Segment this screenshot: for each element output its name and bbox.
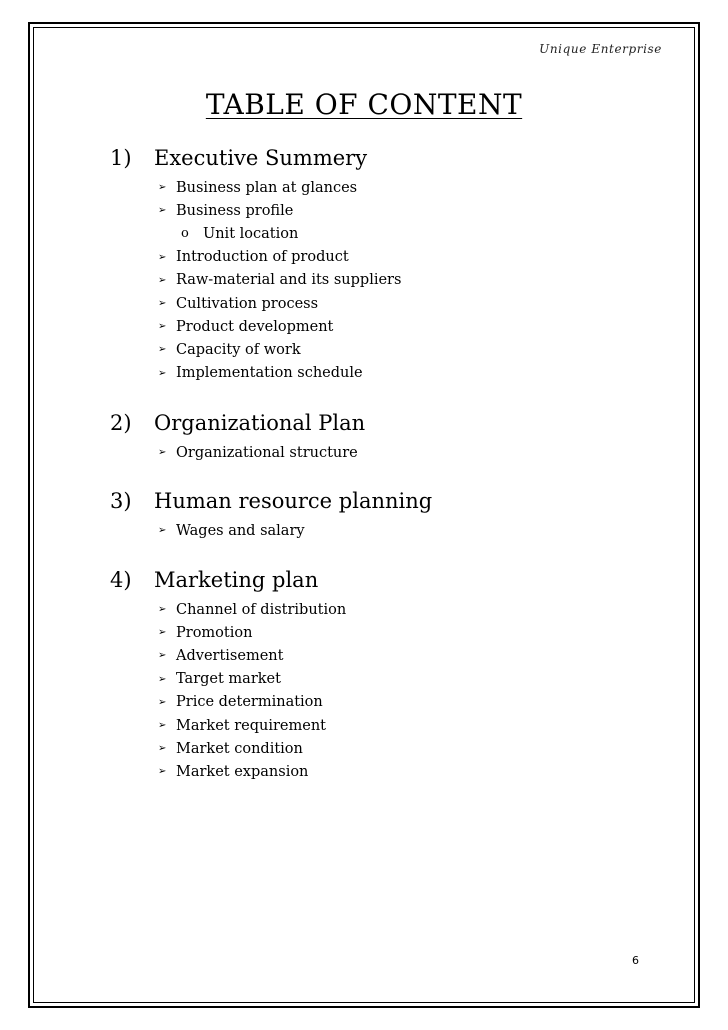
list-item-label: Market condition <box>176 740 303 757</box>
arrow-bullet-icon: ➢ <box>158 650 167 662</box>
section-number: 1) <box>110 146 132 170</box>
list-item-label: Product development <box>176 318 334 335</box>
arrow-bullet-icon: ➢ <box>158 205 167 217</box>
section-marketing-plan <box>110 568 346 784</box>
arrow-bullet-icon: ➢ <box>158 274 167 286</box>
list-item <box>158 737 346 760</box>
section-heading <box>110 568 346 598</box>
list-item <box>158 441 365 464</box>
arrow-bullet-icon: ➢ <box>158 720 167 732</box>
circle-bullet-icon: o <box>181 226 189 242</box>
list-item <box>158 621 346 644</box>
list-item-label: Organizational structure <box>176 444 358 461</box>
list-item <box>158 315 401 338</box>
list-item <box>158 760 346 783</box>
list-item-label: Business plan at glances <box>176 179 358 196</box>
list-item-label: Market requirement <box>176 717 327 734</box>
section-items-list <box>158 176 401 385</box>
arrow-bullet-icon: ➢ <box>158 525 167 537</box>
list-item-label: Price determination <box>176 694 323 711</box>
page-title <box>0 88 728 121</box>
section-number: 4) <box>110 568 132 592</box>
arrow-bullet-icon: ➢ <box>158 344 167 356</box>
list-item <box>158 246 401 269</box>
list-item-label: Implementation schedule <box>176 365 363 382</box>
section-heading <box>110 411 365 441</box>
list-item <box>158 292 401 315</box>
section-number: 2) <box>110 411 132 435</box>
arrow-bullet-icon: ➢ <box>158 673 167 685</box>
arrow-bullet-icon: ➢ <box>158 743 167 755</box>
arrow-bullet-icon: ➢ <box>158 604 167 616</box>
list-item-label: Promotion <box>176 624 253 641</box>
page-number: 6 <box>632 954 639 967</box>
section-items-list <box>158 519 432 542</box>
list-item <box>158 714 346 737</box>
list-item-label: Cultivation process <box>176 295 319 312</box>
page-title-text: TABLE OF CONTENT <box>205 88 523 121</box>
section-human-resource-planning <box>110 489 432 542</box>
list-item-label: Business profile <box>176 202 294 219</box>
section-items-list <box>158 598 346 784</box>
list-item <box>158 338 401 361</box>
list-item <box>158 519 432 542</box>
list-item-label: Raw-material and its suppliers <box>176 272 402 289</box>
arrow-bullet-icon: ➢ <box>158 251 167 263</box>
list-item-label: Wages and salary <box>176 522 305 539</box>
arrow-bullet-icon: ➢ <box>158 321 167 333</box>
arrow-bullet-icon: ➢ <box>158 766 167 778</box>
list-item <box>158 668 346 691</box>
arrow-bullet-icon: ➢ <box>158 627 167 639</box>
arrow-bullet-icon: ➢ <box>158 696 167 708</box>
list-item-label: Capacity of work <box>176 341 301 358</box>
list-item-label: Introduction of product <box>176 249 349 266</box>
section-title: Executive Summery <box>154 146 368 170</box>
section-executive-summery <box>110 146 401 385</box>
arrow-bullet-icon: ➢ <box>158 447 167 459</box>
sub-list-item-label: Unit location <box>203 225 299 242</box>
list-item-label: Channel of distribution <box>176 601 347 618</box>
list-item-label: Market expansion <box>176 763 309 780</box>
sub-list-item <box>181 222 401 245</box>
section-heading <box>110 489 432 519</box>
list-item <box>158 199 401 222</box>
list-item <box>158 644 346 667</box>
section-items-list <box>158 441 365 464</box>
list-item <box>158 269 401 292</box>
list-item <box>158 598 346 621</box>
section-heading <box>110 146 401 176</box>
header-company-name: Unique Enterprise <box>539 42 662 56</box>
list-item-label: Target market <box>176 671 281 688</box>
section-organizational-plan <box>110 411 365 464</box>
section-title: Organizational Plan <box>154 411 366 435</box>
list-item <box>158 362 401 385</box>
arrow-bullet-icon: ➢ <box>158 298 167 310</box>
section-number: 3) <box>110 489 132 513</box>
arrow-bullet-icon: ➢ <box>158 182 167 194</box>
section-title: Marketing plan <box>154 568 319 592</box>
list-item <box>158 691 346 714</box>
section-title: Human resource planning <box>154 489 433 513</box>
arrow-bullet-icon: ➢ <box>158 367 167 379</box>
list-item-label: Advertisement <box>176 647 284 664</box>
list-item <box>158 176 401 199</box>
